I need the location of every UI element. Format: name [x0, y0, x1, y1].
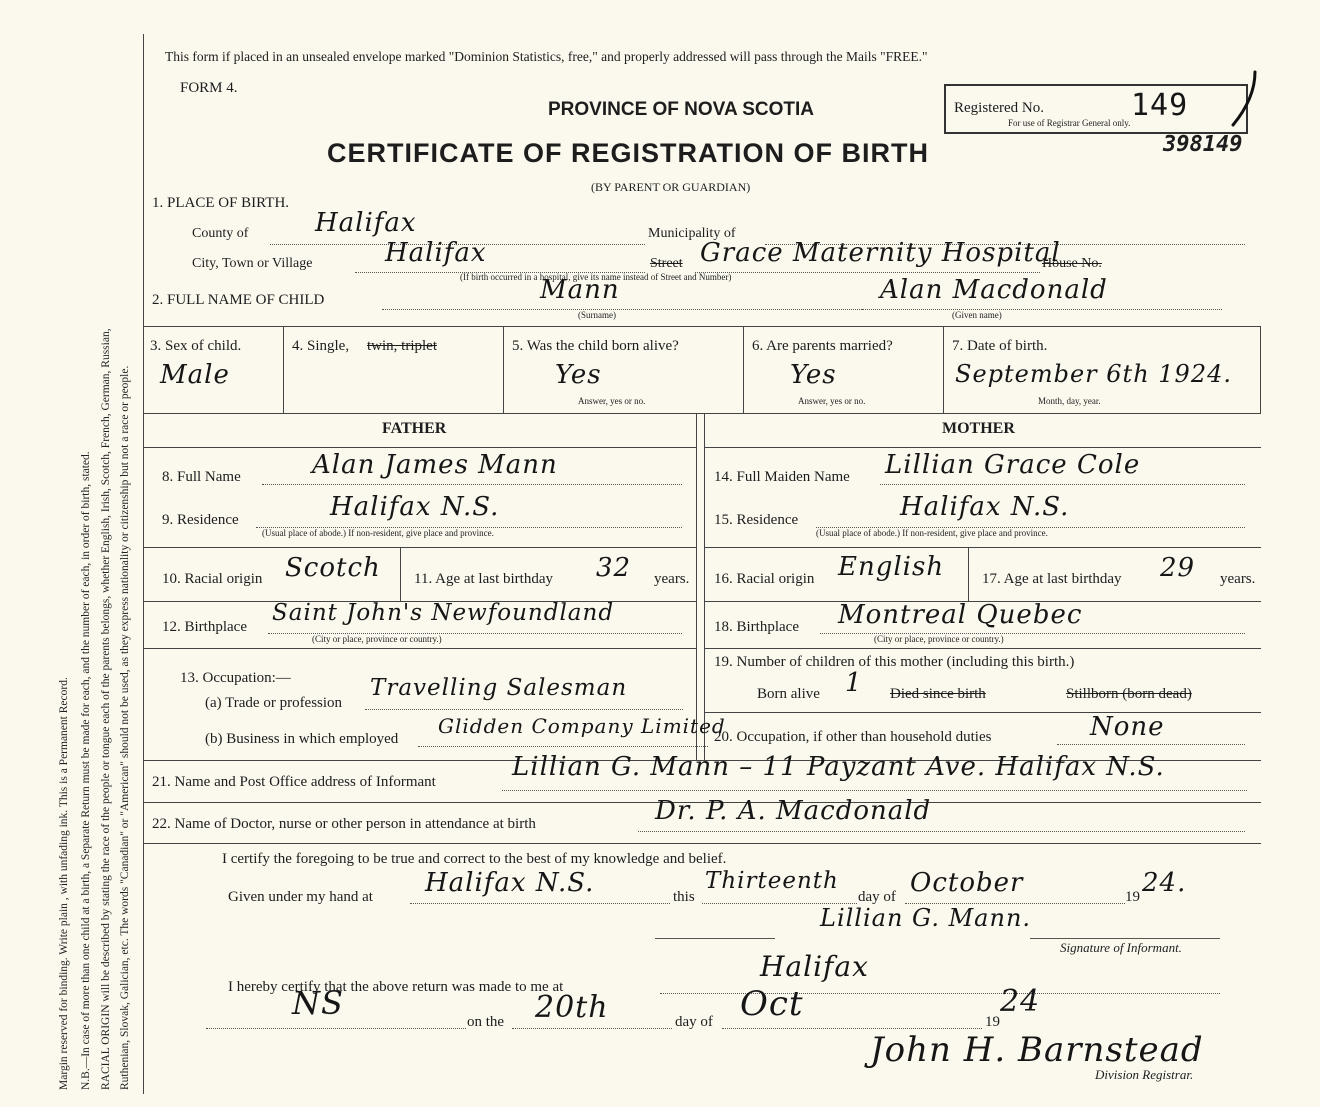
father-residence-label: 9. Residence	[162, 512, 239, 528]
father-age-label: 11. Age at last birthday	[414, 571, 553, 587]
surname-value: Mann	[540, 275, 620, 305]
mother-name-value: Lillian Grace Cole	[885, 450, 1141, 480]
given-place-value: Halifax N.S.	[425, 868, 595, 898]
mail-notice: This form if placed in an unsealed envelope marked "Dominion Statistics, free," and properly addressed will pass through the Mails "FREE."	[165, 49, 928, 64]
child-info-right-border	[1260, 326, 1261, 413]
registrar-year-value: 24	[1000, 984, 1041, 1019]
mother-heading-rule	[704, 447, 1261, 448]
registrar-year-prefix: 19	[985, 1014, 1000, 1030]
signature-rule-left	[655, 938, 775, 939]
margin-note-binding: Margin reserved for binding. Write plain , with unfading ink. This is a Permanent Record.	[58, 677, 70, 1090]
surname-line	[382, 309, 862, 310]
signature-rule-right	[1030, 938, 1220, 939]
this-label: this	[673, 889, 695, 905]
province-heading: PROVINCE OF NOVA SCOTIA	[548, 99, 815, 120]
father-business-line	[418, 746, 708, 747]
father-trade-value: Travelling Salesman	[370, 675, 628, 701]
registrar-signature: John H. Barnstead	[870, 1030, 1204, 1070]
sex-value: Male	[160, 360, 230, 390]
certification-day-of-label: day of	[858, 889, 896, 905]
given-under-label: Given under my hand at	[228, 889, 373, 905]
given-name-line	[862, 309, 1222, 310]
mother-race-label: 16. Racial origin	[714, 571, 815, 587]
col-divider-1	[283, 326, 284, 413]
certification-month-value: October	[910, 868, 1024, 898]
city-label: City, Town or Village	[192, 256, 313, 271]
certificate-subtitle: (BY PARENT OR GUARDIAN)	[591, 180, 751, 194]
dob-value: September 6th 1924.	[955, 360, 1232, 388]
father-name-line	[262, 484, 682, 485]
mother-rule-residence	[704, 547, 1261, 548]
mother-rule-children	[704, 712, 1261, 713]
form-left-border	[143, 34, 144, 1094]
registered-value: 149	[1131, 88, 1189, 123]
division-registrar-caption: Division Registrar.	[1095, 1067, 1194, 1082]
born-alive-label: 5. Was the child born alive?	[512, 338, 679, 354]
mother-age-label: 17. Age at last birthday	[982, 571, 1122, 587]
doctor-line	[638, 831, 1245, 832]
dob-caption: Month, day, year.	[1038, 396, 1101, 406]
pen-stroke-mark	[1225, 70, 1265, 130]
certification-statement: I certify the foregoing to be true and correct to the best of my knowledge and belief.	[222, 851, 727, 867]
hospital-value: Grace Maternity Hospital	[700, 238, 1061, 268]
mother-residence-label: 15. Residence	[714, 512, 799, 528]
father-rule-birthplace	[143, 648, 696, 649]
informant-signature-caption: Signature of Informant.	[1060, 940, 1182, 955]
father-trade-label: (a) Trade or profession	[205, 695, 343, 711]
registrar-place-value: Halifax	[760, 950, 869, 983]
informant-line	[502, 790, 1247, 791]
father-business-label: (b) Business in which employed	[205, 731, 399, 747]
father-birthplace-value: Saint John's Newfoundland	[272, 600, 615, 626]
mother-residence-caption: (Usual place of abode.) If non-resident, give place and province.	[816, 528, 1048, 538]
dob-label: 7. Date of birth.	[952, 338, 1048, 354]
born-alive-count-label: Born alive	[757, 686, 820, 702]
registrar-on-the-label: on the	[467, 1014, 505, 1030]
margin-note-racial-origin: RACIAL ORIGIN will be described by stating the race of the people or tongue each of the parents belongs, whether English, Irish, Scotch, French, German, Russian,	[100, 328, 112, 1090]
father-business-value: Glidden Company Limited	[438, 714, 726, 738]
margin-note-racial-origin-cont: Ruthenian, Slovak, Galician, etc. The words "Canadian" or "American" should not be used, as they express nationality or citizenship but not a race or people.	[119, 365, 131, 1090]
twin-triplet-struck: twin, triplet	[367, 338, 437, 354]
registrar-day-line	[512, 1028, 672, 1029]
mother-age-value: 29	[1160, 553, 1196, 583]
rule-after-doctor	[143, 843, 1261, 844]
street-line	[695, 272, 1040, 273]
born-alive-caption: Answer, yes or no.	[578, 396, 646, 406]
informant-value: Lillian G. Mann – 11 Payzant Ave. Halifax N.S.	[512, 752, 1165, 782]
mother-occupation-value: None	[1090, 712, 1165, 742]
registrar-place-value-2: NS	[292, 984, 344, 1022]
doctor-value: Dr. P. A. Macdonald	[655, 796, 932, 826]
stamp-number: 398149	[1163, 132, 1243, 157]
given-name-value: Alan Macdonald	[880, 275, 1108, 305]
rule-after-child-info	[143, 413, 1261, 414]
rule-after-name	[143, 326, 1261, 327]
registrar-day-value: 20th	[535, 990, 609, 1025]
father-birthplace-label: 12. Birthplace	[162, 619, 247, 635]
died-since-birth-struck: Died since birth	[890, 686, 986, 702]
mother-name-label: 14. Full Maiden Name	[714, 469, 850, 485]
stillborn-struck: Stillborn (born dead)	[1066, 686, 1192, 702]
mother-birthplace-caption: (City or place, province or country.)	[874, 634, 1004, 644]
parents-married-caption: Answer, yes or no.	[798, 396, 866, 406]
registrar-statement: I hereby certify that the above return was made to me at	[228, 979, 564, 995]
parents-divider-left	[696, 413, 697, 760]
mother-occupation-line	[1057, 744, 1245, 745]
mother-name-line	[880, 484, 1245, 485]
born-alive-value: Yes	[555, 360, 602, 390]
registrar-month-line	[722, 1028, 982, 1029]
born-alive-count-value: 1	[845, 668, 863, 698]
father-heading-rule	[143, 447, 696, 448]
single-label: 4. Single,	[292, 338, 350, 354]
father-age-value: 32	[596, 553, 632, 583]
registrar-note: For use of Registrar General only.	[1008, 118, 1131, 128]
certification-year-value: 24.	[1142, 868, 1187, 898]
father-residence-caption: (Usual place of abode.) If non-resident, give place and province.	[262, 528, 494, 538]
certificate-title: CERTIFICATE OF REGISTRATION OF BIRTH	[327, 138, 929, 168]
col-divider-4	[943, 326, 944, 413]
municipality-label: Municipality of	[648, 226, 736, 241]
father-name-value: Alan James Mann	[312, 450, 558, 480]
father-occupation-label: 13. Occupation:—	[180, 670, 291, 686]
father-name-label: 8. Full Name	[162, 469, 241, 485]
father-birthplace-caption: (City or place, province or country.)	[312, 634, 442, 644]
mother-age-unit: years.	[1220, 571, 1256, 587]
mother-occupation-label: 20. Occupation, if other than household duties	[714, 729, 992, 745]
parents-married-value: Yes	[790, 360, 837, 390]
mother-residence-value: Halifax N.S.	[900, 492, 1070, 522]
father-race-value: Scotch	[285, 553, 381, 583]
mother-race-value: English	[838, 552, 945, 582]
father-race-label: 10. Racial origin	[162, 571, 263, 587]
mother-heading: MOTHER	[942, 420, 1015, 437]
margin-note-multiple-births: N.B.—In case of more than one child at a birth, a Separate Return must be made for each, and the number of each, in order of birth, stated.	[80, 451, 92, 1090]
registered-number-box	[944, 84, 1248, 134]
informant-signature: Lillian G. Mann.	[820, 904, 1032, 932]
registrar-day-of-label: day of	[675, 1014, 713, 1030]
given-place-line	[410, 903, 670, 904]
city-value: Halifax	[385, 238, 487, 268]
registrar-month-value: Oct	[740, 984, 804, 1024]
father-rule-residence	[143, 547, 696, 548]
certification-day-value: Thirteenth	[705, 868, 839, 894]
sex-label: 3. Sex of child.	[150, 338, 242, 354]
father-heading: FATHER	[382, 420, 447, 437]
mother-race-divider	[968, 547, 969, 601]
mother-birthplace-label: 18. Birthplace	[714, 619, 799, 635]
surname-caption: (Surname)	[578, 310, 616, 320]
form-number: FORM 4.	[180, 80, 238, 96]
hospital-note: (If birth occurred in a hospital, give its name instead of Street and Number)	[460, 272, 732, 282]
father-age-unit: years.	[654, 571, 690, 587]
county-label: County of	[192, 226, 249, 241]
mother-birthplace-value: Montreal Quebec	[838, 600, 1083, 630]
child-name-label: 2. FULL NAME OF CHILD	[152, 292, 325, 308]
father-residence-value: Halifax N.S.	[330, 492, 500, 522]
county-value: Halifax	[315, 208, 417, 238]
father-trade-line	[365, 709, 683, 710]
certification-year-prefix: 19	[1125, 889, 1140, 905]
parents-divider-right	[704, 413, 705, 760]
col-divider-3	[743, 326, 744, 413]
registrar-place-line-2	[206, 1028, 466, 1029]
registered-label: Registered No.	[954, 100, 1044, 116]
place-of-birth-label: 1. PLACE OF BIRTH.	[152, 195, 290, 211]
mother-rule-birthplace	[704, 648, 1261, 649]
parents-married-label: 6. Are parents married?	[752, 338, 893, 354]
mother-children-label: 19. Number of children of this mother (including this birth.)	[714, 654, 1075, 670]
doctor-label: 22. Name of Doctor, nurse or other person in attendance at birth	[152, 816, 536, 832]
given-name-caption: (Given name)	[952, 310, 1002, 320]
father-race-divider	[400, 547, 401, 601]
street-struck: Street	[650, 256, 683, 271]
col-divider-2	[503, 326, 504, 413]
informant-label: 21. Name and Post Office address of Informant	[152, 774, 436, 790]
house-number-struck: House No.	[1042, 256, 1102, 271]
